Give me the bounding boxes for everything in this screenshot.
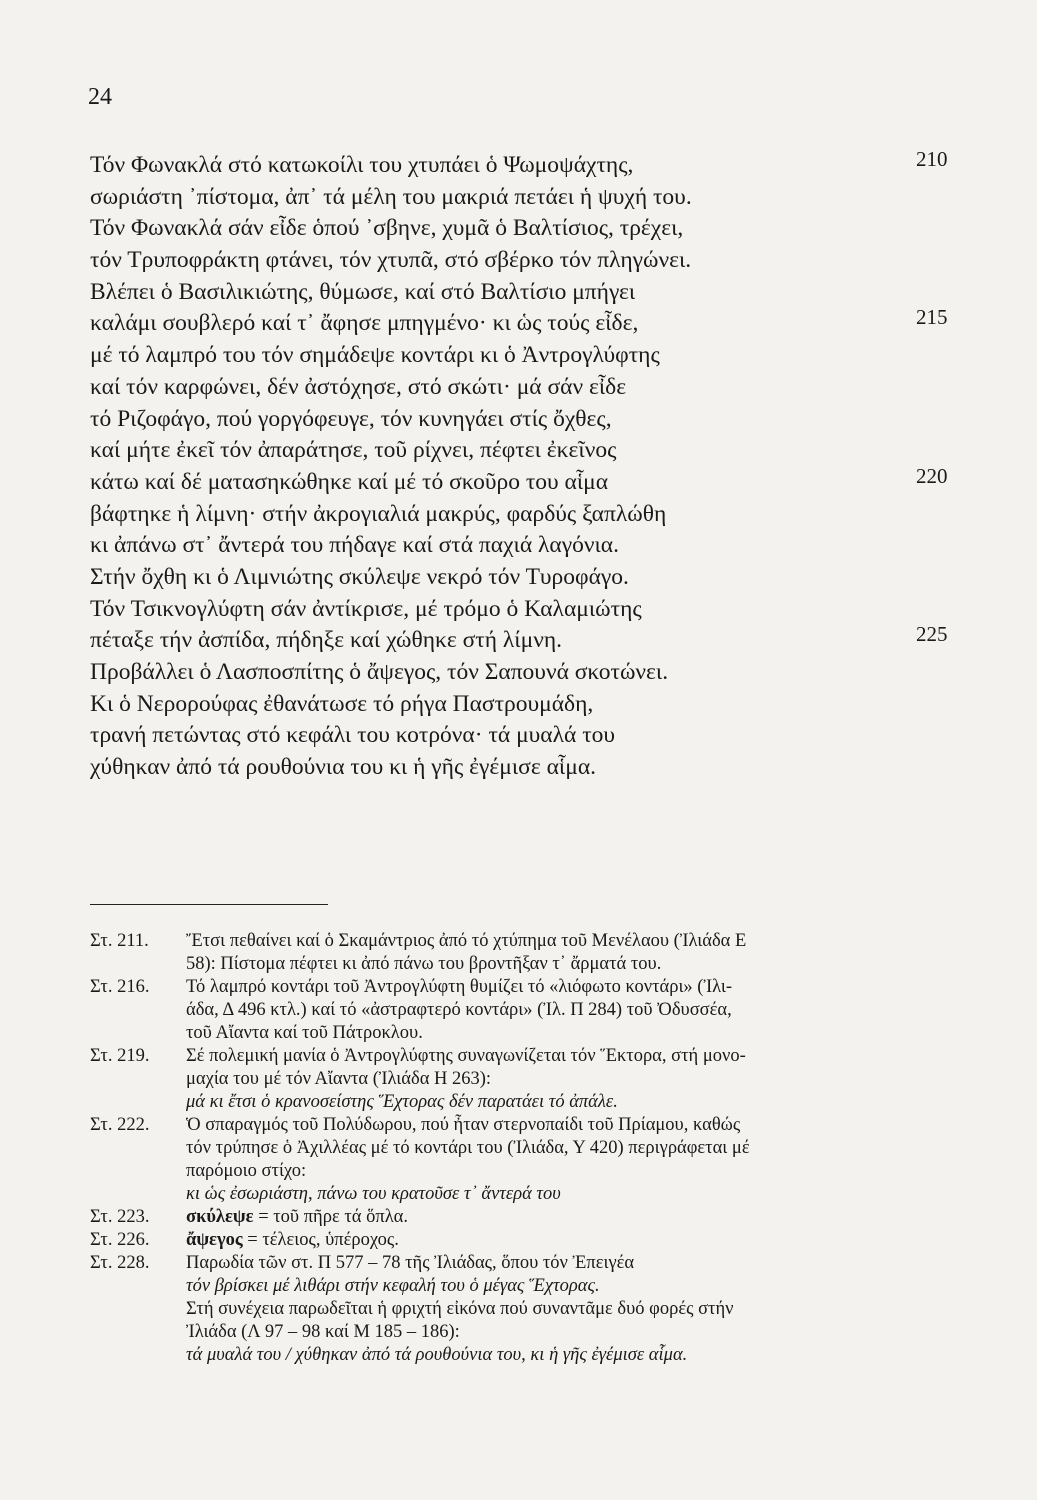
footnote-line xyxy=(186,1045,960,1068)
footnote xyxy=(90,1114,960,1206)
verse-line xyxy=(90,720,970,752)
verse-text: καλάμι σουβλερό καί τ᾽ ἄφησε μπηγμένο· κι ὡς τούς εἶδε, xyxy=(90,310,639,337)
footnote-text: Παρωδία τῶν στ. Π 577 – 78 τῆς Ἰλιάδας, ὅπου τόν Ἐπειγέα xyxy=(186,1253,635,1273)
footnote xyxy=(90,976,960,1045)
verse-line xyxy=(90,622,970,657)
footnote-text: Στή συνέχεια παρωδεῖται ἡ φριχτή εἰκόνα πού συναντᾶμε δυό φορές στήν xyxy=(186,1299,734,1319)
footnote-label: Στ. 226. xyxy=(90,1230,150,1250)
verse-text: χύθηκαν ἀπό τά ρουθούνια του κι ἡ γῆς ἐγέμισε αἷμα. xyxy=(90,754,597,781)
footnote-text: = τέλειος, ὑπέροχος. xyxy=(242,1230,399,1250)
verse-text: τόν Τρυποφράκτη φτάνει, τόν χτυπᾶ, στό σβέρκο τόν πληγώνει. xyxy=(90,247,692,274)
footnote-text: μαχία του μέ τόν Αἴαντα (Ἰλιάδα Η 263): xyxy=(186,1069,492,1089)
footnote-label: Στ. 219. xyxy=(90,1046,150,1066)
footnote-line xyxy=(186,1114,960,1137)
footnote-text: παρόμοιο στίχο: xyxy=(186,1161,307,1181)
footnote xyxy=(90,1206,960,1229)
footnote-text: μά κι ἔτσι ὁ κρανοσείστης Ἕχτορας δέν παρατάει τό ἀπάλε. xyxy=(186,1092,618,1112)
verse-text: πέταξε τήν ἀσπίδα, πήδηξε καί χώθηκε στή λίμνη. xyxy=(90,627,563,654)
verse-line xyxy=(90,213,970,245)
footnote-body xyxy=(186,1206,960,1229)
footnote-body xyxy=(186,1045,960,1114)
line-number: 210 xyxy=(916,147,948,171)
verse-text: Κι ὁ Νερορούφας ἐθανάτωσε τό ρήγα Παστρουμάδη, xyxy=(90,690,594,717)
footnote xyxy=(90,1045,960,1114)
footnote-text: Ἰλιάδα (Λ 97 – 98 καί Μ 185 – 186): xyxy=(186,1322,460,1342)
footnote-line xyxy=(186,1183,960,1206)
line-number: 225 xyxy=(916,622,948,647)
footnote-text: τά μυαλά του / χύθηκαν ἀπό τά ρουθούνια του, κι ἡ γῆς ἐγέμισε αἷμα. xyxy=(186,1345,688,1365)
verse-line xyxy=(90,372,970,404)
footnote-line xyxy=(186,1022,960,1045)
verse-line xyxy=(90,182,970,214)
footnote-label: Στ. 228. xyxy=(90,1253,150,1273)
footnote-text: τόν βρίσκει μέ λιθάρι στήν κεφαλή του ὁ μέγας Ἕχτορας. xyxy=(186,1276,600,1296)
verse-line xyxy=(90,435,970,467)
footnote-line xyxy=(186,1344,960,1367)
verse-line xyxy=(90,463,970,499)
footnote-line xyxy=(186,1137,960,1160)
verse-text: μέ τό λαμπρό του τόν σημάδεψε κοντάρι κι ὁ Ἀντρογλύφτης xyxy=(90,342,660,369)
verse-line xyxy=(90,594,970,626)
footnote-text: Σέ πολεμική μανία ὁ Ἀντρογλύφτης συναγωνίζεται τόν Ἕκτορα, στή μονο- xyxy=(186,1046,746,1066)
verse-line xyxy=(90,305,970,340)
verse-text: Τόν Φωνακλά στό κατωκοίλι του χτυπάει ὁ Ψωμοψάχτης, xyxy=(90,152,634,178)
verse-block xyxy=(90,147,970,784)
verse-line xyxy=(90,277,970,309)
verse-text: καί τόν καρφώνει, δέν ἀστόχησε, στό σκώτι· μά σάν εἶδε xyxy=(90,373,627,400)
verse-line xyxy=(90,340,970,372)
footnote-line xyxy=(186,999,960,1022)
footnote-text: τόν τρύπησε ὁ Ἀχιλλέας μέ τό κοντάρι του (Ἰλιάδα, Υ 420) περιγράφεται μέ xyxy=(186,1138,750,1158)
verse-text: Τόν Φωνακλά σάν εἶδε ὁπού ᾽σβηνε, χυμᾶ ὁ Βαλτίσιος, τρέχει, xyxy=(90,215,684,242)
footnote-text: άδα, Δ 496 κτλ.) καί τό «ἀστραφτερό κοντάρι» (Ἰλ. Π 284) τοῦ Ὀδυσσέα, xyxy=(186,1000,732,1020)
footnote-label: Στ. 222. xyxy=(90,1115,150,1135)
verse-text: καί μήτε ἐκεῖ τόν ἀπαράτησε, τοῦ ρίχνει, πέφτει ἐκεῖνος xyxy=(90,437,617,464)
verse-text: Τόν Τσικνογλύφτη σάν ἀντίκρισε, μέ τρόμο ὁ Καλαμιώτης xyxy=(90,595,642,622)
footnote-text: τοῦ Αἴαντα καί τοῦ Πάτροκλου. xyxy=(186,1023,423,1043)
footnote xyxy=(90,1252,960,1367)
footnote xyxy=(90,1229,960,1252)
footnote-text: Ὁ σπαραγμός τοῦ Πολύδωρου, πού ἦταν στερνοπαίδι τοῦ Πρίαμου, καθώς xyxy=(186,1115,741,1135)
footnote-line xyxy=(186,1229,960,1252)
verse-line xyxy=(90,752,970,784)
footnote-body xyxy=(186,976,960,1045)
footnote-label: Στ. 216. xyxy=(90,977,150,997)
verse-text: Βλέπει ὁ Βασιλικιώτης, θύμωσε, καί στό Βαλτίσιο μπήγει xyxy=(90,278,636,305)
footnote-body xyxy=(186,930,960,976)
footnote-divider xyxy=(90,904,328,905)
footnote-line xyxy=(186,953,960,976)
verse-line xyxy=(90,147,970,182)
footnote-term: ἄψεγος xyxy=(186,1230,243,1250)
footnote-line xyxy=(186,930,960,953)
verse-line xyxy=(90,404,970,436)
footnote-body xyxy=(186,1229,960,1252)
footnotes xyxy=(90,930,960,1367)
footnote-line xyxy=(186,1068,960,1091)
footnote-body xyxy=(186,1114,960,1206)
verse-text: τό Ριζοφάγο, πού γοργόφευγε, τόν κυνηγάει στίς ὄχθες, xyxy=(90,405,612,432)
verse-line xyxy=(90,689,970,721)
footnote-line xyxy=(186,1206,960,1229)
footnote-line xyxy=(186,1091,960,1114)
footnote-text: = τοῦ πῆρε τά ὅπλα. xyxy=(253,1207,408,1227)
verse-line xyxy=(90,245,970,277)
verse-text: κι ἀπάνω στ᾽ ἄντερά του πήδαγε καί στά παχιά λαγόνια. xyxy=(90,532,619,559)
footnote xyxy=(90,930,960,976)
footnote-line xyxy=(186,1298,960,1321)
footnote-line xyxy=(186,1321,960,1344)
footnote-text: Τό λαμπρό κοντάρι τοῦ Ἀντρογλύφτη θυμίζει τό «λιόφωτο κοντάρι» (Ἰλι- xyxy=(186,977,733,997)
verse-text: κάτω καί δέ ματασηκώθηκε καί μέ τό σκοῦρο του αἷμα xyxy=(90,468,609,495)
footnote-line xyxy=(186,976,960,999)
footnote-text: Ἔτσι πεθαίνει καί ὁ Σκαμάντριος ἀπό τό χτύπημα τοῦ Μενέλαου (Ἰλιάδα Ε xyxy=(186,931,747,951)
verse-text: Στήν ὄχθη κι ὁ Λιμνιώτης σκύλεψε νεκρό τόν Τυροφάγο. xyxy=(90,563,629,590)
footnote-text: κι ὡς ἐσωριάστη, πάνω του κρατοῦσε τ᾽ ἄντερά του xyxy=(186,1184,561,1204)
footnote-line xyxy=(186,1252,960,1275)
verse-text: τρανή πετώντας στό κεφάλι του κοτρόνα· τά μυαλά του xyxy=(90,722,616,749)
verse-text: Προβάλλει ὁ Λασποσπίτης ὁ ἄψεγος, τόν Σαπουνά σκοτώνει. xyxy=(90,659,669,685)
verse-line xyxy=(90,530,970,562)
verse-line xyxy=(90,657,970,689)
verse-text: σωριάστη ᾽πίστομα, ἀπ᾽ τά μέλη του μακριά πετάει ἡ ψυχή του. xyxy=(90,183,692,210)
line-number: 220 xyxy=(916,463,948,488)
footnote-label: Στ. 211. xyxy=(90,931,149,951)
footnote-body xyxy=(186,1252,960,1367)
verse-text: βάφτηκε ἡ λίμνη· στήν ἀκρογιαλιά μακρύς, φαρδύς ξαπλώθη xyxy=(90,500,667,527)
footnote-term: σκύλεψε xyxy=(186,1207,254,1227)
footnote-label: Στ. 223. xyxy=(90,1207,150,1227)
verse-line xyxy=(90,499,970,531)
footnote-line xyxy=(186,1275,960,1298)
footnote-line xyxy=(186,1160,960,1183)
verse-line xyxy=(90,562,970,594)
page-number: 24 xyxy=(88,84,112,110)
line-number: 215 xyxy=(916,305,948,330)
footnote-text: 58): Πίστομα πέφτει κι ἀπό πάνω του βροντῆξαν τ᾽ ἄρματά του. xyxy=(186,954,662,974)
